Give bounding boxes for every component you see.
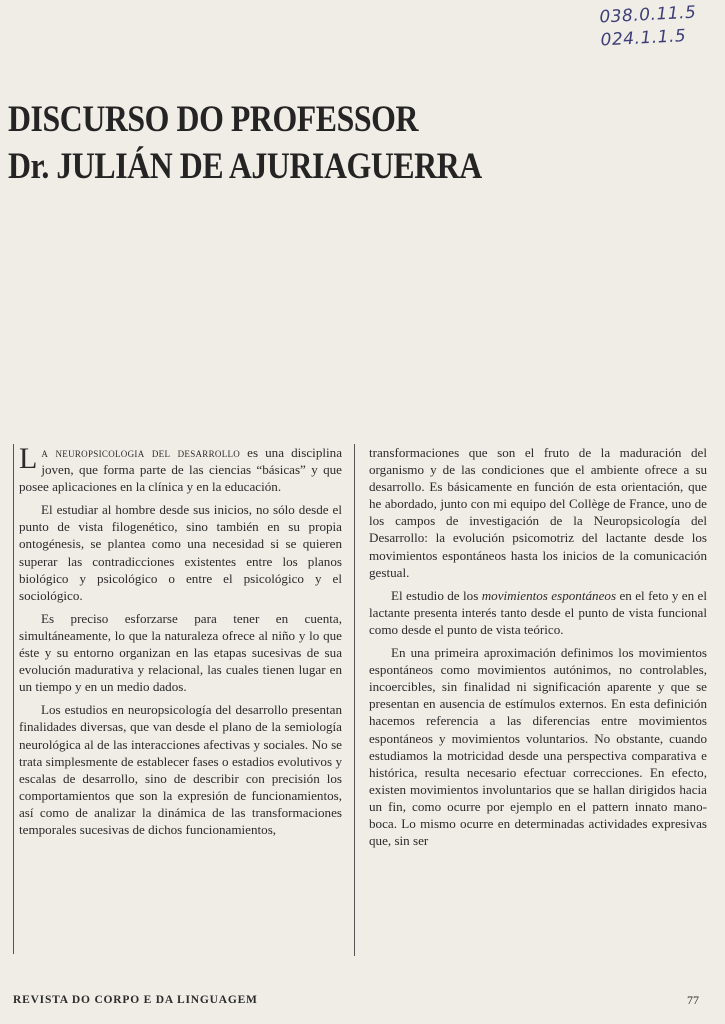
right-column xyxy=(354,444,707,956)
handwritten-line-1: 038.0.11.5 xyxy=(598,2,697,28)
drop-cap: L xyxy=(19,442,38,475)
paragraph-3: Es preciso esforzarse para tener en cuenta, simultáneamente, lo que la naturaleza ofrece al niño y lo que éste y su entorno organizan en las etapas sucesivas de sua evolución madurativa y relacional, las cuales tienen lugar en un tiempo y en un medio dados. xyxy=(19,610,342,695)
journal-name: REVISTA DO CORPO E DA LINGUAGEM xyxy=(13,994,258,1006)
title-line-1: DISCURSO DO PROFESSOR xyxy=(8,99,419,140)
paragraph-5: transformaciones que son el fruto de la maduración del organismo y de las condiciones que el ambiente ofrece a su desarrollo. Es básicamente en función de esta orientación, que he abordado, junto con mi equipo del Collège de France, uno de los campos de investigación de la Neuropsicología del Desarrollo: la evolución psicomotriz del lactante desde los movimientos espontáneos hasta los inicios de la comunicación gestual. xyxy=(369,445,707,580)
left-column xyxy=(13,444,342,954)
paragraph-6 xyxy=(369,587,707,638)
italic-term: movimientos espontáneos xyxy=(481,587,617,603)
paragraph-6-end: en el feto y en el lactante presenta interés tanto desde el punto de vista funcional como desde el punto de vista teórico. xyxy=(369,587,707,637)
paragraph-1-text: es una disciplina joven, que forma parte de las ciencias “básicas” y que posee aplicaciones en la clínica y en la educación. xyxy=(19,445,343,495)
title-line-2: Dr. JULIÁN DE AJURIAGUERRA xyxy=(8,146,482,187)
lead-in-smallcaps: a neuropsicologia del desarrollo xyxy=(41,445,241,460)
handwritten-line-2: 024.1.1.5 xyxy=(600,26,687,51)
handwritten-catalog-number xyxy=(599,1,698,52)
article-title xyxy=(8,96,558,190)
paragraph-7: En una primeira aproximación definimos los movimientos espontáneos como movimientos autónimos, no controlables, incoercibles, sin finalidad ni significación aparente y que se presentan en ausencia de estímulos externos. En esta definición hacemos referencia a las diferencias entre movimientos espontáneos y movimientos voluntarios. No obstante, cuando estudiamos la motricidad desde una perspectiva comparativa e histórica, resulta necesario efectuar correcciones. En efecto, existen movimientos involuntarios que se hallan dirigidos hacia un fin, como ocurre por ejemplo en el pattern innato mano-boca. Lo mismo ocurre en determinadas actividades expresivas que, sin ser xyxy=(369,645,707,849)
paragraph-6-start: El estudio de los xyxy=(391,587,482,603)
page-number: 77 xyxy=(687,993,699,1007)
paragraph-4: Los estudios en neuropsicología del desarrollo presentan finalidades diversas, que van desde el plano de la semiología neurológica al de las interacciones afectivas y sociales. No se trata simplesmente de establecer fases o estadios evolutivos y escalas de desarrollo, sino de describir con precisión los comportamientos que son la expresión de funcionamientos, así como de analizar la dinámica de las transformaciones temporales sucesivas de dichos funcionamientos, xyxy=(19,702,342,837)
paragraph-1 xyxy=(19,444,342,495)
paragraph-2: El estudiar al hombre desde sus inicios, no sólo desde el punto de vista filogenético, sino también en su propia ontogénesis, se plantea como una necesidad si se quieren superar las contradicciones existentes entre los planos biológico y psicológico o entre el psicológico y el sociológico. xyxy=(19,502,342,603)
